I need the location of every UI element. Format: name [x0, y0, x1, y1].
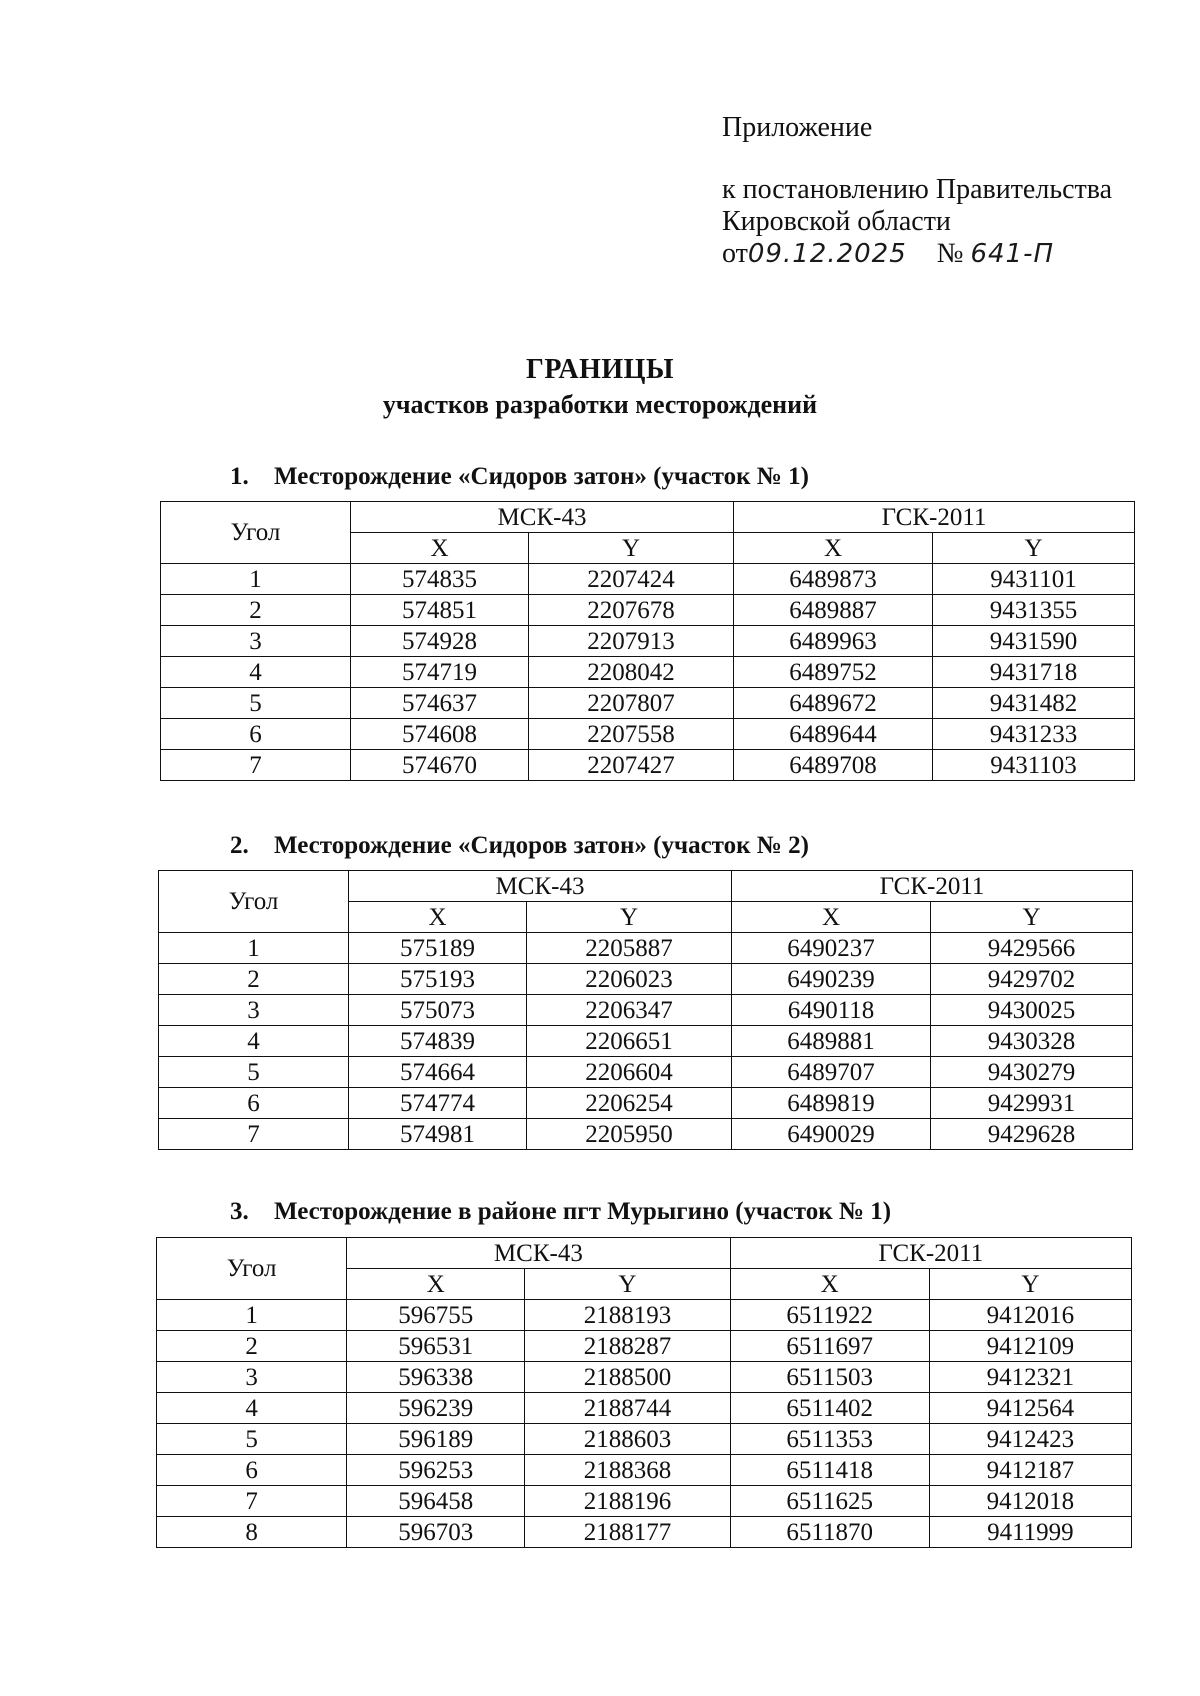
table-row	[159, 1088, 1133, 1119]
header-gsk2011: ГСК-2011	[732, 871, 1133, 902]
gsk-y-value: 9411999	[929, 1517, 1131, 1548]
header-gsk-y: Y	[931, 902, 1133, 933]
gsk-x-value: 6490029	[732, 1119, 931, 1150]
msk-y-value: 2188177	[525, 1517, 730, 1548]
gsk-x-value: 6489873	[734, 564, 933, 595]
msk-x-value: 574981	[349, 1119, 527, 1150]
corner-number: 7	[159, 1119, 349, 1150]
gsk-x-value: 6489819	[732, 1088, 931, 1119]
corner-number: 4	[157, 1393, 347, 1424]
section-name: Месторождение «Сидоров затон» (участок № 2)	[274, 832, 809, 859]
msk-y-value: 2188500	[525, 1362, 730, 1393]
gsk-y-value: 9412564	[929, 1393, 1131, 1424]
gsk-x-value: 6511402	[730, 1393, 929, 1424]
gsk-x-value: 6489707	[732, 1057, 931, 1088]
msk-y-value: 2206347	[527, 995, 732, 1026]
table-row	[157, 1362, 1132, 1393]
header-msk43: МСК-43	[349, 871, 732, 902]
msk-x-value: 596531	[347, 1331, 525, 1362]
table-header-row	[157, 1238, 1132, 1269]
msk-x-value: 574835	[351, 564, 529, 595]
msk-x-value: 596239	[347, 1393, 525, 1424]
corner-number: 6	[157, 1455, 347, 1486]
gsk-x-value: 6489963	[734, 626, 933, 657]
corner-number: 6	[161, 719, 351, 750]
gsk-y-value: 9431101	[933, 564, 1135, 595]
msk-y-value: 2206651	[527, 1026, 732, 1057]
gsk-y-value: 9429702	[931, 964, 1133, 995]
table-row	[157, 1331, 1132, 1362]
gsk-y-value: 9412016	[929, 1300, 1131, 1331]
msk-x-value: 574637	[351, 688, 529, 719]
msk-x-value: 596755	[347, 1300, 525, 1331]
appendix-block	[722, 112, 1112, 270]
gsk-y-value: 9431233	[933, 719, 1135, 750]
gsk-y-value: 9429931	[931, 1088, 1133, 1119]
header-gsk2011: ГСК-2011	[730, 1238, 1131, 1269]
header-corner: Угол	[159, 871, 349, 933]
table-row	[161, 657, 1135, 688]
corner-number: 2	[161, 595, 351, 626]
handwritten-date: 09.12.2025	[747, 239, 907, 269]
gsk-x-value: 6489708	[734, 750, 933, 781]
table-row	[157, 1517, 1132, 1548]
corner-number: 5	[159, 1057, 349, 1088]
appendix-date-line	[722, 238, 1112, 270]
corner-number: 5	[161, 688, 351, 719]
gsk-y-value: 9412423	[929, 1424, 1131, 1455]
gsk-y-value: 9430279	[931, 1057, 1133, 1088]
title-main: ГРАНИЦЫ	[526, 354, 674, 385]
msk-y-value: 2207424	[529, 564, 734, 595]
msk-y-value: 2205950	[527, 1119, 732, 1150]
section-title-1	[230, 463, 809, 491]
header-msk43: МСК-43	[351, 502, 734, 533]
table-row	[161, 595, 1135, 626]
number-prefix: №	[936, 238, 964, 269]
title-subtitle: участков разработки месторождений	[382, 390, 818, 419]
corner-number: 4	[161, 657, 351, 688]
table-row	[159, 933, 1133, 964]
table-row	[159, 1119, 1133, 1150]
corner-number: 7	[161, 750, 351, 781]
appendix-decree-line: к постановлению Правительства	[722, 174, 1113, 205]
gsk-y-value: 9412018	[929, 1486, 1131, 1517]
msk-x-value: 596253	[347, 1455, 525, 1486]
header-msk-x: X	[349, 902, 527, 933]
header-msk-y: Y	[525, 1269, 730, 1300]
msk-x-value: 596338	[347, 1362, 525, 1393]
msk-x-value: 574774	[349, 1088, 527, 1119]
gsk-x-value: 6490118	[732, 995, 931, 1026]
corner-number: 8	[157, 1517, 347, 1548]
corner-number: 1	[157, 1300, 347, 1331]
gsk-y-value: 9430328	[931, 1026, 1133, 1057]
gsk-y-value: 9431103	[933, 750, 1135, 781]
header-corner: Угол	[157, 1238, 347, 1300]
table-header-row	[159, 871, 1133, 902]
section-name: Месторождение в районе пгт Мурыгино (участок № 1)	[274, 1198, 892, 1225]
msk-x-value: 574719	[351, 657, 529, 688]
corner-number: 3	[157, 1362, 347, 1393]
handwritten-number: 641-П	[970, 239, 1055, 269]
gsk-y-value: 9431482	[933, 688, 1135, 719]
gsk-y-value: 9412109	[929, 1331, 1131, 1362]
gsk-y-value: 9431590	[933, 626, 1135, 657]
msk-y-value: 2188196	[525, 1486, 730, 1517]
corner-number: 2	[159, 964, 349, 995]
msk-y-value: 2188368	[525, 1455, 730, 1486]
gsk-x-value: 6511353	[730, 1424, 929, 1455]
header-corner: Угол	[161, 502, 351, 564]
table-row	[157, 1424, 1132, 1455]
header-msk-y: Y	[527, 902, 732, 933]
gsk-y-value: 9431355	[933, 595, 1135, 626]
table-row	[159, 1026, 1133, 1057]
appendix-label: Приложение	[722, 112, 873, 143]
msk-x-value: 574839	[349, 1026, 527, 1057]
header-msk43: МСК-43	[347, 1238, 730, 1269]
gsk-y-value: 9430025	[931, 995, 1133, 1026]
corner-number: 4	[159, 1026, 349, 1057]
header-gsk-y: Y	[933, 533, 1135, 564]
corner-number: 2	[157, 1331, 347, 1362]
table-row	[161, 688, 1135, 719]
gsk-x-value: 6489881	[732, 1026, 931, 1057]
corner-number: 5	[157, 1424, 347, 1455]
msk-y-value: 2188193	[525, 1300, 730, 1331]
corner-number: 3	[159, 995, 349, 1026]
msk-x-value: 596703	[347, 1517, 525, 1548]
header-gsk-x: X	[732, 902, 931, 933]
header-msk-y: Y	[529, 533, 734, 564]
gsk-x-value: 6511503	[730, 1362, 929, 1393]
table-row	[157, 1486, 1132, 1517]
table-row	[161, 626, 1135, 657]
corner-number: 6	[159, 1088, 349, 1119]
gsk-x-value: 6490237	[732, 933, 931, 964]
msk-y-value: 2188603	[525, 1424, 730, 1455]
msk-x-value: 574608	[351, 719, 529, 750]
corner-number: 3	[161, 626, 351, 657]
coordinates-table-1	[160, 501, 1135, 781]
gsk-x-value: 6511697	[730, 1331, 929, 1362]
msk-x-value: 596189	[347, 1424, 525, 1455]
gsk-x-value: 6489672	[734, 688, 933, 719]
msk-x-value: 574664	[349, 1057, 527, 1088]
msk-y-value: 2207558	[529, 719, 734, 750]
msk-x-value: 575193	[349, 964, 527, 995]
corner-number: 1	[161, 564, 351, 595]
table-row	[161, 564, 1135, 595]
coordinates-table-2	[158, 870, 1133, 1150]
corner-number: 7	[157, 1486, 347, 1517]
coordinates-table-3	[156, 1237, 1132, 1548]
gsk-x-value: 6489752	[734, 657, 933, 688]
msk-y-value: 2207913	[529, 626, 734, 657]
corner-number: 1	[159, 933, 349, 964]
header-gsk-x: X	[730, 1269, 929, 1300]
table-row	[161, 719, 1135, 750]
section-title-2	[230, 832, 809, 860]
gsk-y-value: 9431718	[933, 657, 1135, 688]
header-msk-x: X	[347, 1269, 525, 1300]
section-number: 1.	[230, 463, 249, 490]
msk-y-value: 2188744	[525, 1393, 730, 1424]
table-row	[157, 1300, 1132, 1331]
section-name: Месторождение «Сидоров затон» (участок № 1)	[274, 463, 809, 490]
table-header-row	[161, 502, 1135, 533]
section-number: 2.	[230, 832, 249, 859]
section-number: 3.	[230, 1198, 249, 1225]
msk-y-value: 2206604	[527, 1057, 732, 1088]
msk-y-value: 2207807	[529, 688, 734, 719]
gsk-x-value: 6490239	[732, 964, 931, 995]
gsk-x-value: 6511625	[730, 1486, 929, 1517]
gsk-y-value: 9429566	[931, 933, 1133, 964]
gsk-y-value: 9429628	[931, 1119, 1133, 1150]
gsk-x-value: 6511870	[730, 1517, 929, 1548]
msk-y-value: 2207427	[529, 750, 734, 781]
msk-x-value: 574670	[351, 750, 529, 781]
msk-x-value: 575073	[349, 995, 527, 1026]
msk-x-value: 574851	[351, 595, 529, 626]
table-row	[157, 1393, 1132, 1424]
date-prefix: от	[722, 238, 748, 269]
table-row	[159, 1057, 1133, 1088]
msk-y-value: 2188287	[525, 1331, 730, 1362]
gsk-y-value: 9412187	[929, 1455, 1131, 1486]
table-row	[161, 750, 1135, 781]
document-title	[0, 352, 1200, 422]
msk-y-value: 2205887	[527, 933, 732, 964]
appendix-region-line: Кировской области	[722, 206, 951, 237]
gsk-y-value: 9412321	[929, 1362, 1131, 1393]
msk-y-value: 2206254	[527, 1088, 732, 1119]
gsk-x-value: 6489644	[734, 719, 933, 750]
msk-x-value: 574928	[351, 626, 529, 657]
msk-y-value: 2206023	[527, 964, 732, 995]
header-gsk-y: Y	[929, 1269, 1131, 1300]
table-row	[159, 964, 1133, 995]
gsk-x-value: 6489887	[734, 595, 933, 626]
msk-x-value: 596458	[347, 1486, 525, 1517]
header-gsk-x: X	[734, 533, 933, 564]
msk-y-value: 2207678	[529, 595, 734, 626]
msk-y-value: 2208042	[529, 657, 734, 688]
section-title-3	[230, 1198, 891, 1226]
table-row	[157, 1455, 1132, 1486]
header-gsk2011: ГСК-2011	[734, 502, 1135, 533]
table-row	[159, 995, 1133, 1026]
header-msk-x: X	[351, 533, 529, 564]
msk-x-value: 575189	[349, 933, 527, 964]
gsk-x-value: 6511418	[730, 1455, 929, 1486]
gsk-x-value: 6511922	[730, 1300, 929, 1331]
